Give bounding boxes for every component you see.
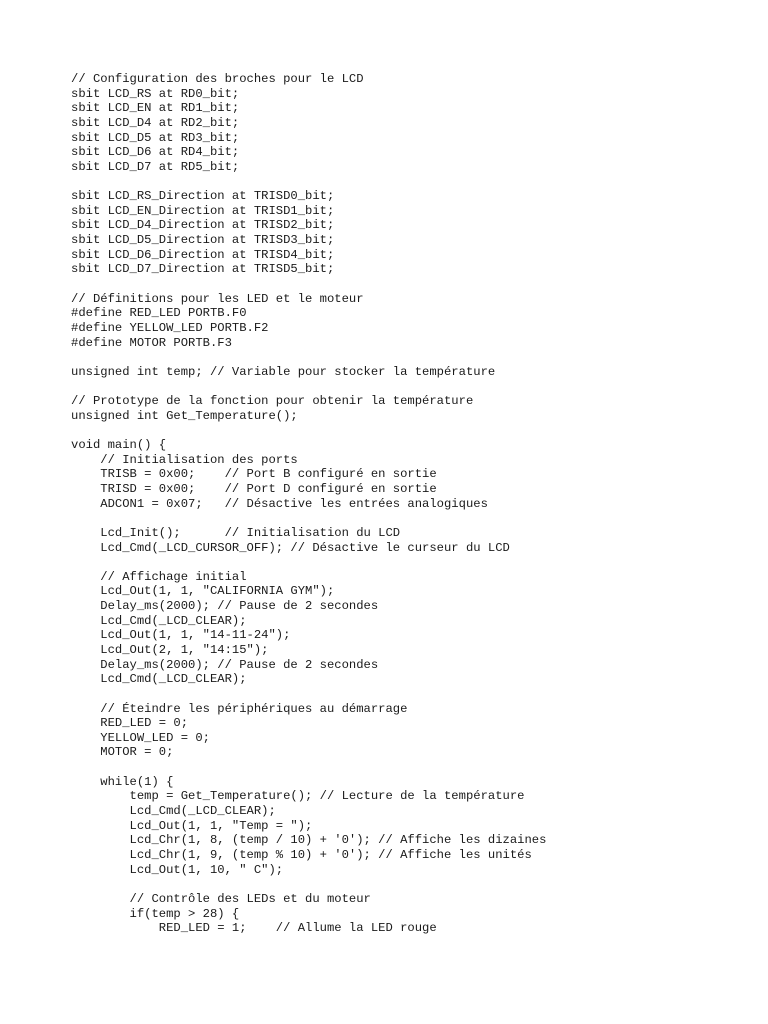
code-line: #define YELLOW_LED PORTB.F2 (71, 320, 269, 335)
blank-line (71, 379, 546, 394)
code-line: Lcd_Init(); // Initialisation du LCD (71, 525, 401, 540)
code-line: Delay_ms(2000); // Pause de 2 secondes (71, 599, 379, 614)
code-line: sbit LCD_D5_Direction at TRISD3_bit; (71, 233, 335, 248)
code-line: RED_LED = 1; // Allume la LED rouge (71, 921, 437, 936)
blank-line (71, 687, 546, 702)
code-line: Lcd_Cmd(_LCD_CLEAR); (71, 804, 276, 819)
blank-line (71, 277, 546, 292)
code-line: sbit LCD_D6_Direction at TRISD4_bit; (71, 247, 335, 262)
code-line: Lcd_Out(1, 1, "14-11-24"); (71, 628, 291, 643)
code-line: void main() { (71, 438, 167, 453)
code-line: temp = Get_Temperature(); // Lecture de la température (71, 789, 525, 804)
code-line: Lcd_Cmd(_LCD_CLEAR); (71, 613, 247, 628)
code-line: Lcd_Chr(1, 8, (temp / 10) + '0'); // Affiche les dizaines (71, 833, 547, 848)
code-line: // Prototype de la fonction pour obtenir la température (71, 394, 474, 409)
code-line: sbit LCD_EN_Direction at TRISD1_bit; (71, 203, 335, 218)
code-line: // Contrôle des LEDs et du moteur (71, 891, 371, 906)
blank-line (71, 174, 546, 189)
code-line: sbit LCD_D4 at RD2_bit; (71, 115, 240, 130)
code-line: sbit LCD_EN at RD1_bit; (71, 101, 240, 116)
code-line: Delay_ms(2000); // Pause de 2 secondes (71, 657, 379, 672)
blank-line (71, 760, 546, 775)
code-line: RED_LED = 0; (71, 716, 189, 731)
code-line: if(temp > 28) { (71, 906, 240, 921)
blank-line (71, 511, 546, 526)
code-line: ADCON1 = 0x07; // Désactive les entrées analogiques (71, 496, 488, 511)
code-line: Lcd_Chr(1, 9, (temp % 10) + '0'); // Affiche les unités (71, 847, 532, 862)
code-line: while(1) { (71, 774, 174, 789)
code-line: sbit LCD_D6 at RD4_bit; (71, 145, 240, 160)
code-line: #define RED_LED PORTB.F0 (71, 306, 247, 321)
code-line: sbit LCD_D7_Direction at TRISD5_bit; (71, 262, 335, 277)
code-line: sbit LCD_RS_Direction at TRISD0_bit; (71, 189, 335, 204)
code-line: Lcd_Cmd(_LCD_CLEAR); (71, 672, 247, 687)
blank-line (71, 423, 546, 438)
blank-line (71, 350, 546, 365)
code-line: Lcd_Out(1, 1, "CALIFORNIA GYM"); (71, 584, 335, 599)
code-line: #define MOTOR PORTB.F3 (71, 335, 232, 350)
code-line: Lcd_Out(1, 1, "Temp = "); (71, 818, 313, 833)
code-line: // Affichage initial (71, 569, 247, 584)
code-line: Lcd_Out(2, 1, "14:15"); (71, 642, 269, 657)
code-line: // Initialisation des ports (71, 452, 298, 467)
blank-line (71, 877, 546, 892)
code-listing (71, 72, 546, 936)
code-line: TRISD = 0x00; // Port D configuré en sortie (71, 481, 437, 496)
code-line: // Éteindre les périphériques au démarrage (71, 701, 408, 716)
code-line: unsigned int temp; // Variable pour stocker la température (71, 364, 496, 379)
code-line: sbit LCD_D5 at RD3_bit; (71, 130, 240, 145)
code-line: unsigned int Get_Temperature(); (71, 408, 298, 423)
code-line: sbit LCD_RS at RD0_bit; (71, 86, 240, 101)
code-line: sbit LCD_D4_Direction at TRISD2_bit; (71, 218, 335, 233)
code-line: // Définitions pour les LED et le moteur (71, 291, 364, 306)
code-line: Lcd_Out(1, 10, " C"); (71, 862, 284, 877)
code-line: sbit LCD_D7 at RD5_bit; (71, 159, 240, 174)
code-line: TRISB = 0x00; // Port B configuré en sortie (71, 467, 437, 482)
code-line: // Configuration des broches pour le LCD (71, 72, 364, 86)
code-line: YELLOW_LED = 0; (71, 730, 210, 745)
code-line: MOTOR = 0; (71, 745, 174, 760)
code-line: Lcd_Cmd(_LCD_CURSOR_OFF); // Désactive le curseur du LCD (71, 540, 510, 555)
blank-line (71, 555, 546, 570)
